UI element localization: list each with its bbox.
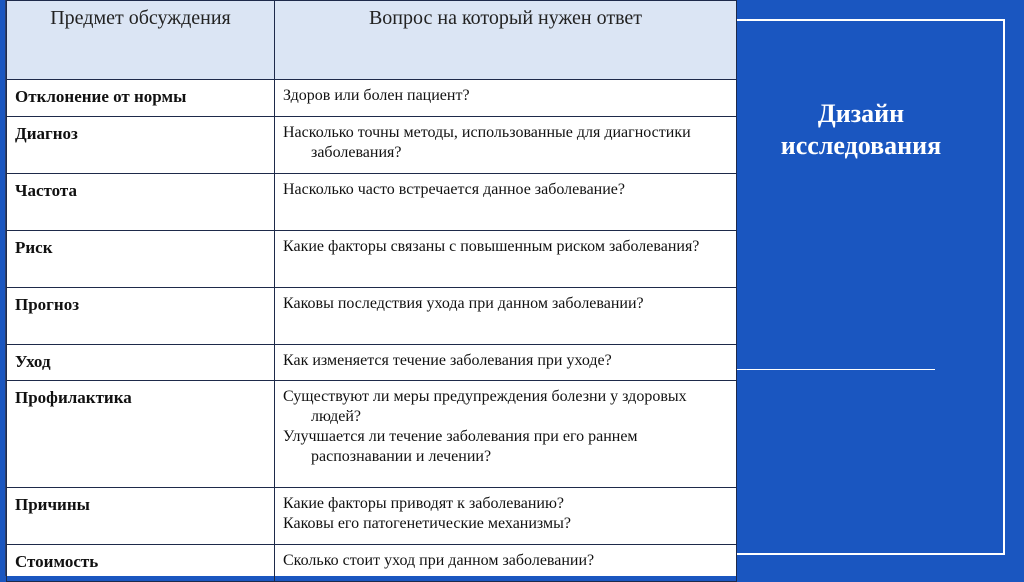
question-text: Здоров или болен пациент? [283, 87, 470, 104]
row-topic: Уход [7, 345, 275, 381]
frame-line-middle [735, 369, 935, 370]
question-text: Каковы его патогенетические механизмы? [283, 515, 571, 532]
question-text: Существуют ли меры предупреждения болезни у здоровых людей? [283, 388, 687, 425]
row-question [275, 231, 737, 288]
study-design-table [6, 0, 737, 582]
header-topic: Предмет обсуждения [7, 1, 275, 80]
row-topic: Диагноз [7, 117, 275, 174]
side-title-line-1: Дизайн [817, 99, 905, 128]
question-text: Какие факторы связаны с повышенным риском заболевания? [283, 238, 700, 255]
frame-line-top [735, 19, 1005, 21]
table-row [7, 80, 737, 117]
question-text: Как изменяется течение заболевания при уходе? [283, 352, 612, 369]
question-text: Насколько часто встречается данное заболевание? [283, 181, 626, 198]
question-text: Какие факторы приводят к заболеванию? [283, 495, 564, 512]
row-topic: Отклонение от нормы [7, 80, 275, 117]
row-topic: Прогноз [7, 288, 275, 345]
table-row [7, 174, 737, 231]
frame-line-right [1003, 19, 1005, 555]
header-question: Вопрос на который нужен ответ [275, 1, 737, 80]
row-question [275, 80, 737, 117]
study-design-table-container [5, 0, 736, 576]
row-question [275, 488, 737, 545]
table-row [7, 117, 737, 174]
question-text: Сколько стоит уход при данном заболевании? [283, 552, 595, 569]
row-question [275, 117, 737, 174]
side-title [740, 98, 982, 162]
row-topic: Причины [7, 488, 275, 545]
row-question [275, 288, 737, 345]
row-topic: Частота [7, 174, 275, 231]
question-text: Каковы последствия ухода при данном заболевании? [283, 295, 644, 312]
row-question [275, 174, 737, 231]
row-question [275, 345, 737, 381]
frame-line-bottom [735, 553, 1005, 555]
question-text: Насколько точны методы, использованные для диагностики заболевания? [283, 124, 691, 161]
table-row [7, 345, 737, 381]
row-topic: Риск [7, 231, 275, 288]
table-row [7, 381, 737, 488]
side-title-line-2: исследования [780, 131, 942, 160]
table-row [7, 231, 737, 288]
row-topic: Профилактика [7, 381, 275, 488]
row-topic: Стоимость [7, 545, 275, 582]
table-row [7, 488, 737, 545]
table-header-row [7, 1, 737, 80]
row-question [275, 381, 737, 488]
table-row [7, 288, 737, 345]
question-text: Улучшается ли течение заболевания при его раннем распознавании и лечении? [283, 428, 638, 465]
